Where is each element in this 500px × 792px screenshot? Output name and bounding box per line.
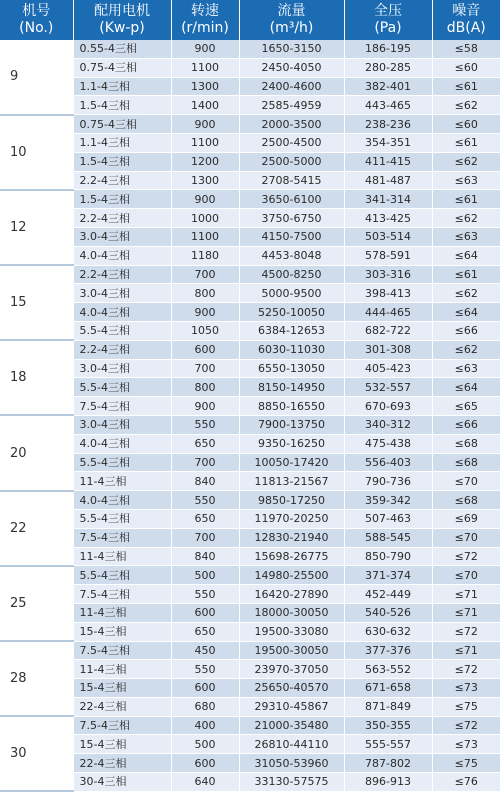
table-row <box>0 491 500 510</box>
pressure-cell: 670-693 <box>344 397 432 416</box>
airflow-cell: 7900-13750 <box>239 415 344 434</box>
motor-cell: 0.75-4三相 <box>73 58 171 77</box>
pressure-cell: 563-552 <box>344 660 432 679</box>
pressure-cell: 540-526 <box>344 603 432 622</box>
speed-cell: 650 <box>171 434 239 453</box>
pressure-cell: 452-449 <box>344 585 432 604</box>
table-row <box>0 171 500 190</box>
speed-cell: 900 <box>171 40 239 58</box>
pressure-cell: 503-514 <box>344 227 432 246</box>
airflow-cell: 4500-8250 <box>239 265 344 284</box>
airflow-cell: 5000-9500 <box>239 284 344 303</box>
airflow-cell: 19500-33080 <box>239 622 344 641</box>
speed-cell: 900 <box>171 303 239 322</box>
speed-cell: 500 <box>171 566 239 585</box>
header-speed: 转速 (r/min) <box>171 0 239 40</box>
airflow-cell: 8850-16550 <box>239 397 344 416</box>
airflow-cell: 25650-40570 <box>239 679 344 698</box>
noise-cell: ≤75 <box>432 754 500 773</box>
noise-cell: ≤64 <box>432 303 500 322</box>
airflow-cell: 6030-11030 <box>239 340 344 359</box>
airflow-cell: 9850-17250 <box>239 491 344 510</box>
speed-cell: 900 <box>171 397 239 416</box>
model-no-cell: 20 <box>0 415 73 490</box>
table-row <box>0 679 500 698</box>
motor-cell: 5.5-4三相 <box>73 566 171 585</box>
motor-cell: 4.0-4三相 <box>73 434 171 453</box>
pressure-cell: 301-308 <box>344 340 432 359</box>
header-model-no: 机号 (No.) <box>0 0 73 40</box>
table-header <box>0 0 500 40</box>
table-row <box>0 133 500 152</box>
table-row <box>0 40 500 58</box>
pressure-cell: 340-312 <box>344 415 432 434</box>
noise-cell: ≤62 <box>432 209 500 228</box>
noise-cell: ≤60 <box>432 115 500 134</box>
speed-cell: 1100 <box>171 133 239 152</box>
pressure-cell: 411-415 <box>344 152 432 171</box>
table-row <box>0 340 500 359</box>
airflow-cell: 3750-6750 <box>239 209 344 228</box>
pressure-cell: 186-195 <box>344 40 432 58</box>
table-row <box>0 697 500 716</box>
table-row <box>0 453 500 472</box>
speed-cell: 500 <box>171 735 239 754</box>
table-row <box>0 509 500 528</box>
motor-cell: 1.1-4三相 <box>73 77 171 96</box>
pressure-cell: 588-545 <box>344 528 432 547</box>
motor-cell: 4.0-4三相 <box>73 303 171 322</box>
table-row <box>0 227 500 246</box>
noise-cell: ≤62 <box>432 340 500 359</box>
model-no-cell: 9 <box>0 40 73 115</box>
airflow-cell: 9350-16250 <box>239 434 344 453</box>
noise-cell: ≤71 <box>432 585 500 604</box>
speed-cell: 1180 <box>171 246 239 265</box>
noise-cell: ≤60 <box>432 58 500 77</box>
motor-cell: 11-4三相 <box>73 547 171 566</box>
model-no-cell: 22 <box>0 491 73 566</box>
motor-cell: 5.5-4三相 <box>73 321 171 340</box>
airflow-cell: 26810-44110 <box>239 735 344 754</box>
header-motor: 配用电机 (Kw-p) <box>73 0 171 40</box>
speed-cell: 600 <box>171 603 239 622</box>
motor-cell: 22-4三相 <box>73 697 171 716</box>
table-row <box>0 284 500 303</box>
speed-cell: 1300 <box>171 171 239 190</box>
speed-cell: 1200 <box>171 152 239 171</box>
noise-cell: ≤71 <box>432 641 500 660</box>
pressure-cell: 377-376 <box>344 641 432 660</box>
table-body <box>0 40 500 791</box>
airflow-cell: 2500-4500 <box>239 133 344 152</box>
table-row <box>0 190 500 209</box>
pressure-cell: 354-351 <box>344 133 432 152</box>
motor-cell: 2.2-4三相 <box>73 171 171 190</box>
noise-cell: ≤65 <box>432 397 500 416</box>
pressure-cell: 280-285 <box>344 58 432 77</box>
table-row <box>0 472 500 491</box>
table-row <box>0 434 500 453</box>
airflow-cell: 3650-6100 <box>239 190 344 209</box>
header-airflow: 流量 (m³/h) <box>239 0 344 40</box>
noise-cell: ≤66 <box>432 415 500 434</box>
airflow-cell: 10050-17420 <box>239 453 344 472</box>
table-row <box>0 641 500 660</box>
model-no-cell: 30 <box>0 716 73 791</box>
motor-cell: 7.5-4三相 <box>73 397 171 416</box>
motor-cell: 22-4三相 <box>73 754 171 773</box>
speed-cell: 700 <box>171 359 239 378</box>
motor-cell: 15-4三相 <box>73 622 171 641</box>
motor-cell: 3.0-4三相 <box>73 359 171 378</box>
table-row <box>0 359 500 378</box>
airflow-cell: 11813-21567 <box>239 472 344 491</box>
airflow-cell: 1650-3150 <box>239 40 344 58</box>
speed-cell: 840 <box>171 547 239 566</box>
speed-cell: 550 <box>171 660 239 679</box>
table-row <box>0 660 500 679</box>
noise-cell: ≤63 <box>432 171 500 190</box>
pressure-cell: 238-236 <box>344 115 432 134</box>
table-row <box>0 773 500 792</box>
speed-cell: 600 <box>171 754 239 773</box>
pressure-cell: 443-465 <box>344 96 432 115</box>
motor-cell: 5.5-4三相 <box>73 509 171 528</box>
noise-cell: ≤62 <box>432 96 500 115</box>
noise-cell: ≤70 <box>432 566 500 585</box>
airflow-cell: 12830-21940 <box>239 528 344 547</box>
motor-cell: 0.75-4三相 <box>73 115 171 134</box>
speed-cell: 800 <box>171 378 239 397</box>
table-row <box>0 58 500 77</box>
table-row <box>0 735 500 754</box>
table-row <box>0 152 500 171</box>
pressure-cell: 359-342 <box>344 491 432 510</box>
speed-cell: 650 <box>171 622 239 641</box>
noise-cell: ≤64 <box>432 378 500 397</box>
noise-cell: ≤61 <box>432 133 500 152</box>
motor-cell: 11-4三相 <box>73 660 171 679</box>
speed-cell: 700 <box>171 453 239 472</box>
airflow-cell: 16420-27890 <box>239 585 344 604</box>
pressure-cell: 398-413 <box>344 284 432 303</box>
noise-cell: ≤72 <box>432 622 500 641</box>
table-row <box>0 303 500 322</box>
speed-cell: 600 <box>171 340 239 359</box>
speed-cell: 550 <box>171 415 239 434</box>
noise-cell: ≤62 <box>432 284 500 303</box>
motor-cell: 1.5-4三相 <box>73 190 171 209</box>
speed-cell: 1100 <box>171 58 239 77</box>
airflow-cell: 14980-25500 <box>239 566 344 585</box>
pressure-cell: 896-913 <box>344 773 432 792</box>
pressure-cell: 532-557 <box>344 378 432 397</box>
table-row <box>0 77 500 96</box>
noise-cell: ≤62 <box>432 152 500 171</box>
model-no-cell: 18 <box>0 340 73 415</box>
motor-cell: 5.5-4三相 <box>73 453 171 472</box>
motor-cell: 15-4三相 <box>73 679 171 698</box>
table-row <box>0 566 500 585</box>
table-row <box>0 397 500 416</box>
motor-cell: 1.1-4三相 <box>73 133 171 152</box>
motor-cell: 30-4三相 <box>73 773 171 792</box>
speed-cell: 640 <box>171 773 239 792</box>
motor-cell: 7.5-4三相 <box>73 716 171 735</box>
noise-cell: ≤76 <box>432 773 500 792</box>
noise-cell: ≤63 <box>432 359 500 378</box>
motor-cell: 0.55-4三相 <box>73 40 171 58</box>
motor-cell: 4.0-4三相 <box>73 491 171 510</box>
motor-cell: 2.2-4三相 <box>73 265 171 284</box>
speed-cell: 600 <box>171 679 239 698</box>
airflow-cell: 4150-7500 <box>239 227 344 246</box>
noise-cell: ≤64 <box>432 246 500 265</box>
pressure-cell: 555-557 <box>344 735 432 754</box>
speed-cell: 450 <box>171 641 239 660</box>
airflow-cell: 33130-57575 <box>239 773 344 792</box>
noise-cell: ≤68 <box>432 453 500 472</box>
table-row <box>0 115 500 134</box>
pressure-cell: 630-632 <box>344 622 432 641</box>
table-row <box>0 585 500 604</box>
model-no-cell: 25 <box>0 566 73 641</box>
speed-cell: 900 <box>171 115 239 134</box>
airflow-cell: 15698-26775 <box>239 547 344 566</box>
table-row <box>0 209 500 228</box>
speed-cell: 550 <box>171 491 239 510</box>
speed-cell: 800 <box>171 284 239 303</box>
speed-cell: 1400 <box>171 96 239 115</box>
pressure-cell: 405-423 <box>344 359 432 378</box>
airflow-cell: 2450-4050 <box>239 58 344 77</box>
airflow-cell: 2585-4959 <box>239 96 344 115</box>
noise-cell: ≤66 <box>432 321 500 340</box>
airflow-cell: 6550-13050 <box>239 359 344 378</box>
motor-cell: 15-4三相 <box>73 735 171 754</box>
table-row <box>0 321 500 340</box>
speed-cell: 1000 <box>171 209 239 228</box>
table-row <box>0 246 500 265</box>
pressure-cell: 475-438 <box>344 434 432 453</box>
noise-cell: ≤72 <box>432 660 500 679</box>
airflow-cell: 6384-12653 <box>239 321 344 340</box>
speed-cell: 680 <box>171 697 239 716</box>
model-no-cell: 28 <box>0 641 73 716</box>
table-row <box>0 622 500 641</box>
airflow-cell: 18000-30050 <box>239 603 344 622</box>
speed-cell: 1300 <box>171 77 239 96</box>
airflow-cell: 2708-5415 <box>239 171 344 190</box>
pressure-cell: 790-736 <box>344 472 432 491</box>
airflow-cell: 11970-20250 <box>239 509 344 528</box>
table-row <box>0 415 500 434</box>
noise-cell: ≤73 <box>432 735 500 754</box>
table-row <box>0 754 500 773</box>
noise-cell: ≤68 <box>432 434 500 453</box>
speed-cell: 700 <box>171 265 239 284</box>
speed-cell: 1100 <box>171 227 239 246</box>
noise-cell: ≤72 <box>432 547 500 566</box>
noise-cell: ≤73 <box>432 679 500 698</box>
speed-cell: 900 <box>171 190 239 209</box>
pressure-cell: 507-463 <box>344 509 432 528</box>
speed-cell: 400 <box>171 716 239 735</box>
airflow-cell: 19500-30050 <box>239 641 344 660</box>
motor-cell: 7.5-4三相 <box>73 641 171 660</box>
noise-cell: ≤61 <box>432 190 500 209</box>
pressure-cell: 413-425 <box>344 209 432 228</box>
noise-cell: ≤75 <box>432 697 500 716</box>
speed-cell: 650 <box>171 509 239 528</box>
pressure-cell: 481-487 <box>344 171 432 190</box>
airflow-cell: 2400-4600 <box>239 77 344 96</box>
motor-cell: 4.0-4三相 <box>73 246 171 265</box>
motor-cell: 2.2-4三相 <box>73 209 171 228</box>
airflow-cell: 2500-5000 <box>239 152 344 171</box>
noise-cell: ≤70 <box>432 528 500 547</box>
airflow-cell: 21000-35480 <box>239 716 344 735</box>
motor-cell: 11-4三相 <box>73 603 171 622</box>
header-noise: 噪音 dB(A) <box>432 0 500 40</box>
pressure-cell: 671-658 <box>344 679 432 698</box>
speed-cell: 1050 <box>171 321 239 340</box>
noise-cell: ≤70 <box>432 472 500 491</box>
model-no-cell: 10 <box>0 115 73 190</box>
motor-cell: 5.5-4三相 <box>73 378 171 397</box>
motor-cell: 2.2-4三相 <box>73 340 171 359</box>
speed-cell: 700 <box>171 528 239 547</box>
pressure-cell: 371-374 <box>344 566 432 585</box>
table-row <box>0 96 500 115</box>
pressure-cell: 303-316 <box>344 265 432 284</box>
header-pressure: 全压 (Pa) <box>344 0 432 40</box>
pressure-cell: 850-790 <box>344 547 432 566</box>
airflow-cell: 2000-3500 <box>239 115 344 134</box>
noise-cell: ≤58 <box>432 40 500 58</box>
table-row <box>0 603 500 622</box>
airflow-cell: 8150-14950 <box>239 378 344 397</box>
pressure-cell: 382-401 <box>344 77 432 96</box>
table-row <box>0 265 500 284</box>
table-row <box>0 547 500 566</box>
pressure-cell: 871-849 <box>344 697 432 716</box>
pressure-cell: 787-802 <box>344 754 432 773</box>
table-row <box>0 716 500 735</box>
airflow-cell: 23970-37050 <box>239 660 344 679</box>
airflow-cell: 4453-8048 <box>239 246 344 265</box>
motor-cell: 3.0-4三相 <box>73 415 171 434</box>
speed-cell: 840 <box>171 472 239 491</box>
noise-cell: ≤63 <box>432 227 500 246</box>
motor-cell: 11-4三相 <box>73 472 171 491</box>
pressure-cell: 341-314 <box>344 190 432 209</box>
model-no-cell: 15 <box>0 265 73 340</box>
noise-cell: ≤69 <box>432 509 500 528</box>
noise-cell: ≤61 <box>432 265 500 284</box>
noise-cell: ≤68 <box>432 491 500 510</box>
motor-cell: 3.0-4三相 <box>73 227 171 246</box>
pressure-cell: 444-465 <box>344 303 432 322</box>
airflow-cell: 31050-53960 <box>239 754 344 773</box>
noise-cell: ≤72 <box>432 716 500 735</box>
model-no-cell: 12 <box>0 190 73 265</box>
motor-cell: 1.5-4三相 <box>73 96 171 115</box>
noise-cell: ≤61 <box>432 77 500 96</box>
table-row <box>0 528 500 547</box>
pressure-cell: 556-403 <box>344 453 432 472</box>
motor-cell: 1.5-4三相 <box>73 152 171 171</box>
motor-cell: 3.0-4三相 <box>73 284 171 303</box>
airflow-cell: 5250-10050 <box>239 303 344 322</box>
noise-cell: ≤71 <box>432 603 500 622</box>
pressure-cell: 578-591 <box>344 246 432 265</box>
pressure-cell: 682-722 <box>344 321 432 340</box>
table-row <box>0 378 500 397</box>
motor-cell: 7.5-4三相 <box>73 528 171 547</box>
speed-cell: 550 <box>171 585 239 604</box>
motor-cell: 7.5-4三相 <box>73 585 171 604</box>
pressure-cell: 350-355 <box>344 716 432 735</box>
airflow-cell: 29310-45867 <box>239 697 344 716</box>
